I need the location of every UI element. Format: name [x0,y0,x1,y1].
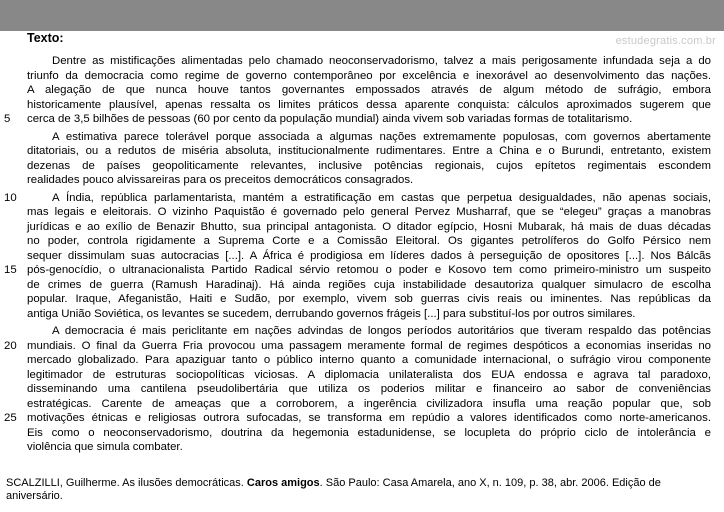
text-line [4,112,711,127]
line-number: 20 [4,339,17,352]
citation [6,477,714,503]
text-line [27,249,711,264]
text-line-content: realidades pouco alvissareiras para os preceitos democráticos consagrados. [27,174,414,186]
text-line-content: motivações étnicas e religiosas outrora sufocadas, se transforma em repúdio a valores identificados como norte-americanos. [27,412,711,424]
text-line [27,397,711,412]
text-line [27,278,711,293]
citation-details: . São Paulo: Casa Amarela, ano X, n. 109, p. 38, abr. 2006. Edição de aniversário. [6,476,661,502]
paragraph [27,130,711,188]
text-line [27,382,711,397]
text-line-content: Dentre as mistificações alimentadas pelo chamado neoconservadorismo, talvez a mais perigosamente infundada seja a do [52,55,711,67]
text-line [27,144,711,159]
text-line-content: A estimativa parece tolerável porque associada a algumas nações extremamente populosas, com governos abertamente [52,130,711,143]
text-line [27,173,711,188]
text-line [4,191,711,206]
text-line [27,98,711,113]
text-line [27,234,711,249]
text-line [27,353,711,368]
text-line [4,411,711,426]
text-line-content: sequer dissimulam suas autocracias [...]. A África é prodigiosa em líderes dados à perseguição de opositores [...]. Nos Bálcãs [27,249,711,262]
citation-publication: Caros amigos [246,476,320,489]
text-line [27,159,711,174]
text-line-content: Eis como o neoconservadorismo, doutrina da hegemonia estadunidense, se locupleta do próprio ciclo de intolerância e [27,426,711,439]
text-line-content: no poder, controla rigidamente a Suprema Corte e a Comissão Eleitoral. Os gigantes petrolíferos do Golfo Pérsico nem [27,235,711,247]
text-line-content: A Índia, república parlamentarista, mantém a estratificação em castas que perpetua desigualdades, não apenas sociais, [52,191,711,204]
text-line-content: mercado globalizado. Para apaziguar tanto o público interno quanto a comunidade internacional, o sufrágio virou componente [27,354,711,366]
text-line [27,130,711,145]
text-line-content: A democracia é mais periclitante em nações advindas de longos períodos autoritários que tiveram respaldo das potências [52,325,711,337]
line-number: 25 [4,412,17,424]
line-number: 10 [4,191,17,204]
line-number: 15 [4,264,17,276]
text-line-content: popular. Iraque, Afeganistão, Haiti e Sudão, por exemplo, vivem sob guerras civis reais ou iminentes. Nas repúblicas da [27,293,711,305]
text-line-content: mundiais. O final da Guerra Fria provocou uma passagem meramente formal de regimes despóticos a economias inseridas no [27,339,711,352]
text-line [27,220,711,235]
text-line [27,292,711,307]
text-line [27,307,711,322]
document-page [0,31,724,512]
text-line [27,426,711,441]
text-line-content: antiga União Soviética, os levantes se sucedem, derrubando governos frágeis [...] para substituí-los por outros similares. [27,307,636,320]
paragraph [4,191,711,322]
text-line [27,368,711,383]
text-line-content: triunfo da democracia como regime de governo contemporâneo por excelência e inexorável ao desenvolvimento das nações. [27,69,711,82]
text-line-content: dezenas de países geopoliticamente relevantes, inclusive potências regionais, cujos epítetos regimentais escondem [27,159,711,172]
text-line-content: mas legais e eleitorais. O vizinho Paquistão é governado pelo general Pervez Musharraf, que se “elegeu” graças a manobras [27,206,711,218]
text-line-content: violência que simula combater. [27,441,183,453]
text-line-content: A alegação de que nunca houve tantos governantes empossados através de algum método de sufrágio, embora [27,84,711,96]
text-line [27,205,711,220]
text-line-content: estratégicas. Carente de ameaças que a corroborem, a ingerência civilizadora insufla uma reação popular que, sob [27,397,711,410]
text-line [4,263,711,278]
text-line [4,339,711,354]
text-line [27,54,711,69]
text-line [27,324,711,339]
text-line-content: jurídicas e ao exílio de Benazir Bhutto, sua principal antagonista. O ditador egípcio, Hosni Mubarak, há mais de duas décadas [27,220,711,233]
paragraph [4,324,711,455]
text-line-content: ditatoriais, ou a redutos de miséria absoluta, institucionalmente rudimentares. Entre a China e o Burundi, entretanto, existem [27,145,711,157]
text-line-content: historicamente plausível, apenas ressalta os limites práticos dessa aparente conquista: cálculos aproximados sugerem que [27,98,711,111]
text-line [27,83,711,98]
text-line-content: pós-genocídio, o ultranacionalista Partido Radical sérvio retomou o poder e Kosovo tem como primeiro-ministro um suspeito [27,264,711,276]
text-heading: Texto: [27,31,64,45]
text-line-content: disseminando uma cantilena pseudolibertária que utiliza os poderios militar e financeiro ao sabor de conveniências [27,383,711,395]
text-line-content: de crimes de guerra (Ramush Haradinaj). Há ainda regiões cuja instabilidade desautoriza qualquer simulacro de escolha [27,278,711,291]
paragraph [4,54,711,127]
text-line-content: legitimador de estruturas sociopolíticas viciosas. A diplomacia unilateralista dos EUA endossa e agrava tal paradoxo, [27,368,711,381]
text-line-content: cerca de 3,5 bilhões de pessoas (60 por cento da população mundial) ainda vivem sob variadas formas de totalitarismo. [27,113,633,125]
line-number: 5 [4,113,11,125]
citation-author-title: SCALZILLI, Guilherme. As ilusões democráticas. [6,476,247,489]
text-line [27,69,711,84]
text-line [27,440,711,455]
text-body [4,54,711,455]
watermark: estudegratis.com.br [615,35,716,47]
